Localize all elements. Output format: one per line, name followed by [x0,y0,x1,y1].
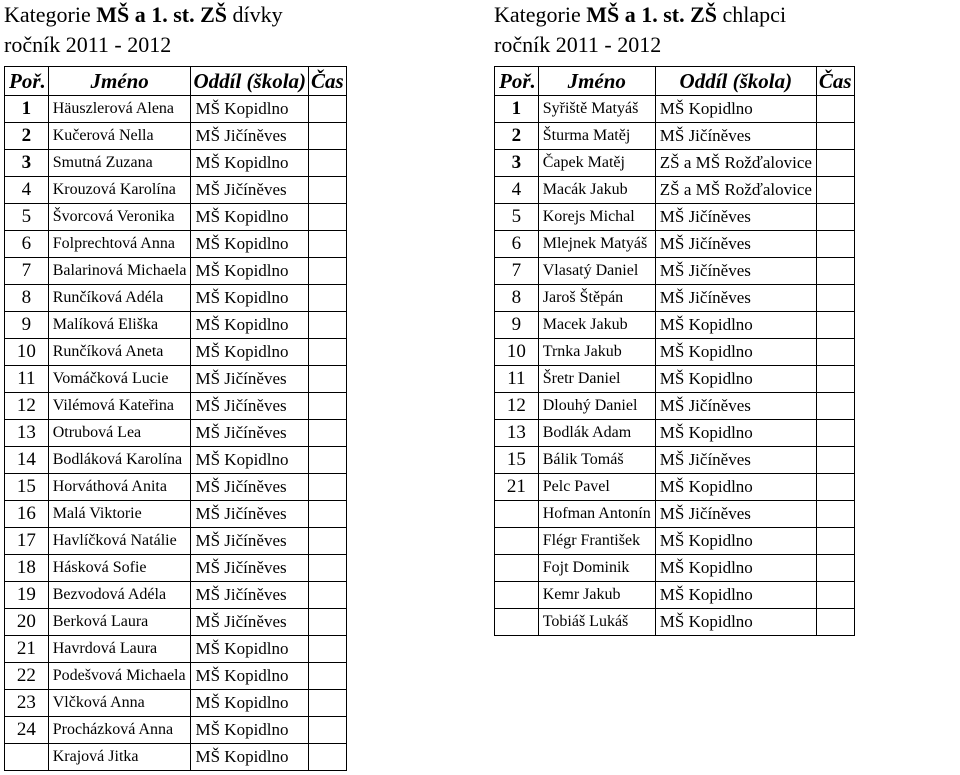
rank-cell: 21 [495,474,539,501]
girls-results-block [4,0,344,766]
name-cell: Bodlák Adam [538,420,655,447]
rank-cell: 13 [495,420,539,447]
rank-cell [5,744,49,771]
club-cell: MŠ Jičíněves [191,528,309,555]
time-cell [309,663,347,690]
time-cell [309,474,347,501]
time-cell [309,582,347,609]
club-cell: MŠ Kopidlno [655,366,816,393]
girls-header-row [5,67,347,96]
name-cell: Vlasatý Daniel [538,258,655,285]
table-row [495,393,855,420]
rank-cell: 18 [5,555,49,582]
boys-title-prefix: Kategorie [494,2,587,27]
table-row [5,123,347,150]
name-cell: Bálik Tomáš [538,447,655,474]
rank-header: Poř. [495,67,539,96]
rank-cell: 3 [495,150,539,177]
name-cell: Macák Jakub [538,177,655,204]
time-header: Čas [309,67,347,96]
time-cell [816,231,854,258]
table-row [5,96,347,123]
name-cell: Berková Laura [48,609,191,636]
rank-cell: 15 [495,447,539,474]
name-cell: Havlíčková Natálie [48,528,191,555]
name-cell: Havrdová Laura [48,636,191,663]
rank-cell: 9 [5,312,49,339]
rank-cell: 7 [5,258,49,285]
club-cell: MŠ Jičíněves [191,501,309,528]
time-cell [816,501,854,528]
club-cell: MŠ Kopidlno [191,285,309,312]
time-cell [309,312,347,339]
name-cell: Jaroš Štěpán [538,285,655,312]
table-row [495,474,855,501]
girls-title-suffix: dívky [227,2,283,27]
table-row [5,366,347,393]
name-cell: Podešvová Michaela [48,663,191,690]
table-row [495,339,855,366]
rank-cell: 20 [5,609,49,636]
time-cell [816,582,854,609]
name-cell: Čapek Matěj [538,150,655,177]
club-cell: MŠ Jičíněves [191,582,309,609]
rank-cell: 12 [495,393,539,420]
club-cell: MŠ Kopidlno [655,474,816,501]
time-cell [816,447,854,474]
table-row [5,312,347,339]
club-cell: MŠ Kopidlno [655,555,816,582]
name-cell: Otrubová Lea [48,420,191,447]
club-cell: MŠ Kopidlno [191,150,309,177]
rank-cell: 15 [5,474,49,501]
table-row [495,258,855,285]
boys-header-row [495,67,855,96]
name-cell: Procházková Anna [48,717,191,744]
rank-cell: 10 [495,339,539,366]
name-cell: Mlejnek Matyáš [538,231,655,258]
table-row [5,231,347,258]
name-cell: Runčíková Aneta [48,339,191,366]
name-cell: Pelc Pavel [538,474,655,501]
name-cell: Korejs Michal [538,204,655,231]
boys-title-bold: MŠ a 1. st. ZŠ [586,2,718,27]
time-cell [309,609,347,636]
name-cell: Krouzová Karolína [48,177,191,204]
club-cell: MŠ Kopidlno [655,339,816,366]
rank-cell [495,501,539,528]
name-cell: Kučerová Nella [48,123,191,150]
time-cell [309,447,347,474]
club-cell: MŠ Kopidlno [655,609,816,636]
table-row [5,555,347,582]
table-row [495,123,855,150]
table-row [495,231,855,258]
name-cell: Krajová Jitka [48,744,191,771]
name-cell: Fojt Dominik [538,555,655,582]
rank-cell: 22 [5,663,49,690]
girls-title-bold: MŠ a 1. st. ZŠ [96,2,228,27]
time-cell [816,555,854,582]
table-row [5,150,347,177]
rank-cell: 2 [495,123,539,150]
table-row [5,258,347,285]
club-cell: MŠ Kopidlno [655,528,816,555]
table-row [495,285,855,312]
club-cell: MŠ Jičíněves [655,231,816,258]
table-row [5,636,347,663]
table-row [5,285,347,312]
table-row [495,582,855,609]
rank-cell: 7 [495,258,539,285]
club-cell: MŠ Jičíněves [655,393,816,420]
time-cell [309,123,347,150]
club-cell: MŠ Kopidlno [191,663,309,690]
club-cell: MŠ Jičíněves [655,285,816,312]
rank-cell: 13 [5,420,49,447]
name-cell: Syřiště Matyáš [538,96,655,123]
rank-cell: 12 [5,393,49,420]
time-cell [816,123,854,150]
club-cell: MŠ Jičíněves [191,474,309,501]
rank-cell: 11 [5,366,49,393]
club-cell: MŠ Kopidlno [191,312,309,339]
table-row [5,744,347,771]
name-cell: Tobiáš Lukáš [538,609,655,636]
rank-cell: 5 [495,204,539,231]
table-row [495,447,855,474]
girls-results-table [4,66,347,771]
club-cell: MŠ Jičíněves [191,420,309,447]
rank-cell: 1 [5,96,49,123]
table-row [495,366,855,393]
club-cell: MŠ Jičíněves [191,123,309,150]
rank-header: Poř. [5,67,49,96]
club-cell: MŠ Jičíněves [191,366,309,393]
rank-cell: 4 [5,177,49,204]
table-row [5,339,347,366]
club-cell: MŠ Kopidlno [191,636,309,663]
name-cell: Vlčková Anna [48,690,191,717]
table-row [495,177,855,204]
rank-cell: 1 [495,96,539,123]
table-row [5,420,347,447]
rank-cell: 17 [5,528,49,555]
time-cell [816,312,854,339]
table-row [495,96,855,123]
time-cell [309,258,347,285]
boys-title-suffix: chlapci [717,2,787,27]
time-cell [816,528,854,555]
time-cell [816,393,854,420]
boys-results-block [494,0,852,631]
rank-cell: 11 [495,366,539,393]
time-cell [816,474,854,501]
rank-cell: 6 [5,231,49,258]
name-cell: Vilémová Kateřina [48,393,191,420]
table-row [5,474,347,501]
club-cell: MŠ Kopidlno [655,420,816,447]
girls-year-title: ročník 2011 - 2012 [4,32,172,57]
table-row [495,150,855,177]
table-row [495,609,855,636]
boys-year-title: ročník 2011 - 2012 [494,32,662,57]
rank-cell: 8 [5,285,49,312]
rank-cell: 5 [5,204,49,231]
club-cell: MŠ Jičíněves [655,123,816,150]
time-cell [309,555,347,582]
time-cell [309,636,347,663]
club-cell: MŠ Kopidlno [191,258,309,285]
time-cell [309,150,347,177]
club-header: Oddíl (škola) [191,67,309,96]
rank-cell: 19 [5,582,49,609]
name-cell: Trnka Jakub [538,339,655,366]
boys-category-title [494,0,786,30]
time-cell [309,339,347,366]
table-row [5,609,347,636]
rank-cell: 10 [5,339,49,366]
name-cell: Malíková Eliška [48,312,191,339]
club-header: Oddíl (škola) [655,67,816,96]
girls-title-prefix: Kategorie [4,2,97,27]
time-cell [309,420,347,447]
name-cell: Švorcová Veronika [48,204,191,231]
rank-cell: 14 [5,447,49,474]
time-cell [816,204,854,231]
table-row [5,582,347,609]
club-cell: MŠ Jičíněves [191,555,309,582]
name-cell: Vomáčková Lucie [48,366,191,393]
club-cell: MŠ Kopidlno [191,717,309,744]
name-cell: Malá Viktorie [48,501,191,528]
name-cell: Šretr Daniel [538,366,655,393]
rank-cell: 21 [5,636,49,663]
table-row [495,312,855,339]
club-cell: MŠ Kopidlno [655,582,816,609]
time-cell [816,177,854,204]
table-row [5,204,347,231]
time-header: Čas [816,67,854,96]
name-cell: Dlouhý Daniel [538,393,655,420]
time-cell [816,285,854,312]
rank-cell: 6 [495,231,539,258]
time-cell [309,96,347,123]
club-cell: MŠ Kopidlno [191,231,309,258]
name-cell: Flégr František [538,528,655,555]
table-row [5,717,347,744]
name-cell: Macek Jakub [538,312,655,339]
table-row [495,420,855,447]
club-cell: MŠ Kopidlno [191,744,309,771]
club-cell: ZŠ a MŠ Rožďalovice [655,177,816,204]
time-cell [816,258,854,285]
rank-cell [495,555,539,582]
club-cell: MŠ Kopidlno [191,204,309,231]
rank-cell: 3 [5,150,49,177]
time-cell [309,528,347,555]
rank-cell: 23 [5,690,49,717]
table-row [495,555,855,582]
table-row [5,690,347,717]
name-cell: Horváthová Anita [48,474,191,501]
club-cell: MŠ Jičíněves [191,177,309,204]
time-cell [816,609,854,636]
table-row [5,528,347,555]
club-cell: MŠ Kopidlno [191,96,309,123]
rank-cell: 9 [495,312,539,339]
time-cell [309,231,347,258]
table-row [495,501,855,528]
table-row [5,177,347,204]
time-cell [309,690,347,717]
time-cell [816,96,854,123]
time-cell [309,177,347,204]
time-cell [816,150,854,177]
time-cell [309,717,347,744]
time-cell [309,366,347,393]
table-row [5,393,347,420]
club-cell: MŠ Kopidlno [655,96,816,123]
name-cell: Bodláková Karolína [48,447,191,474]
club-cell: ZŠ a MŠ Rožďalovice [655,150,816,177]
club-cell: MŠ Kopidlno [655,312,816,339]
table-row [5,663,347,690]
table-row [495,528,855,555]
time-cell [309,204,347,231]
table-row [5,447,347,474]
club-cell: MŠ Kopidlno [191,339,309,366]
rank-cell: 2 [5,123,49,150]
time-cell [816,339,854,366]
name-cell: Šturma Matěj [538,123,655,150]
name-cell: Kemr Jakub [538,582,655,609]
name-cell: Runčíková Adéla [48,285,191,312]
rank-cell [495,582,539,609]
name-cell: Hofman Antonín [538,501,655,528]
time-cell [816,420,854,447]
club-cell: MŠ Jičíněves [191,393,309,420]
club-cell: MŠ Jičíněves [191,609,309,636]
rank-cell: 16 [5,501,49,528]
club-cell: MŠ Jičíněves [655,204,816,231]
name-header: Jméno [48,67,191,96]
rank-cell [495,528,539,555]
rank-cell: 4 [495,177,539,204]
time-cell [309,744,347,771]
girls-category-title [4,0,283,30]
time-cell [309,393,347,420]
rank-cell: 24 [5,717,49,744]
name-cell: Balarinová Michaela [48,258,191,285]
name-header: Jméno [538,67,655,96]
name-cell: Bezvodová Adéla [48,582,191,609]
time-cell [816,366,854,393]
boys-results-table [494,66,855,636]
name-cell: Hásková Sofie [48,555,191,582]
club-cell: MŠ Jičíněves [655,258,816,285]
name-cell: Häuszlerová Alena [48,96,191,123]
rank-cell: 8 [495,285,539,312]
club-cell: MŠ Jičíněves [655,447,816,474]
rank-cell [495,609,539,636]
time-cell [309,285,347,312]
time-cell [309,501,347,528]
table-row [5,501,347,528]
name-cell: Smutná Zuzana [48,150,191,177]
club-cell: MŠ Kopidlno [191,690,309,717]
name-cell: Folprechtová Anna [48,231,191,258]
club-cell: MŠ Kopidlno [191,447,309,474]
table-row [495,204,855,231]
club-cell: MŠ Jičíněves [655,501,816,528]
